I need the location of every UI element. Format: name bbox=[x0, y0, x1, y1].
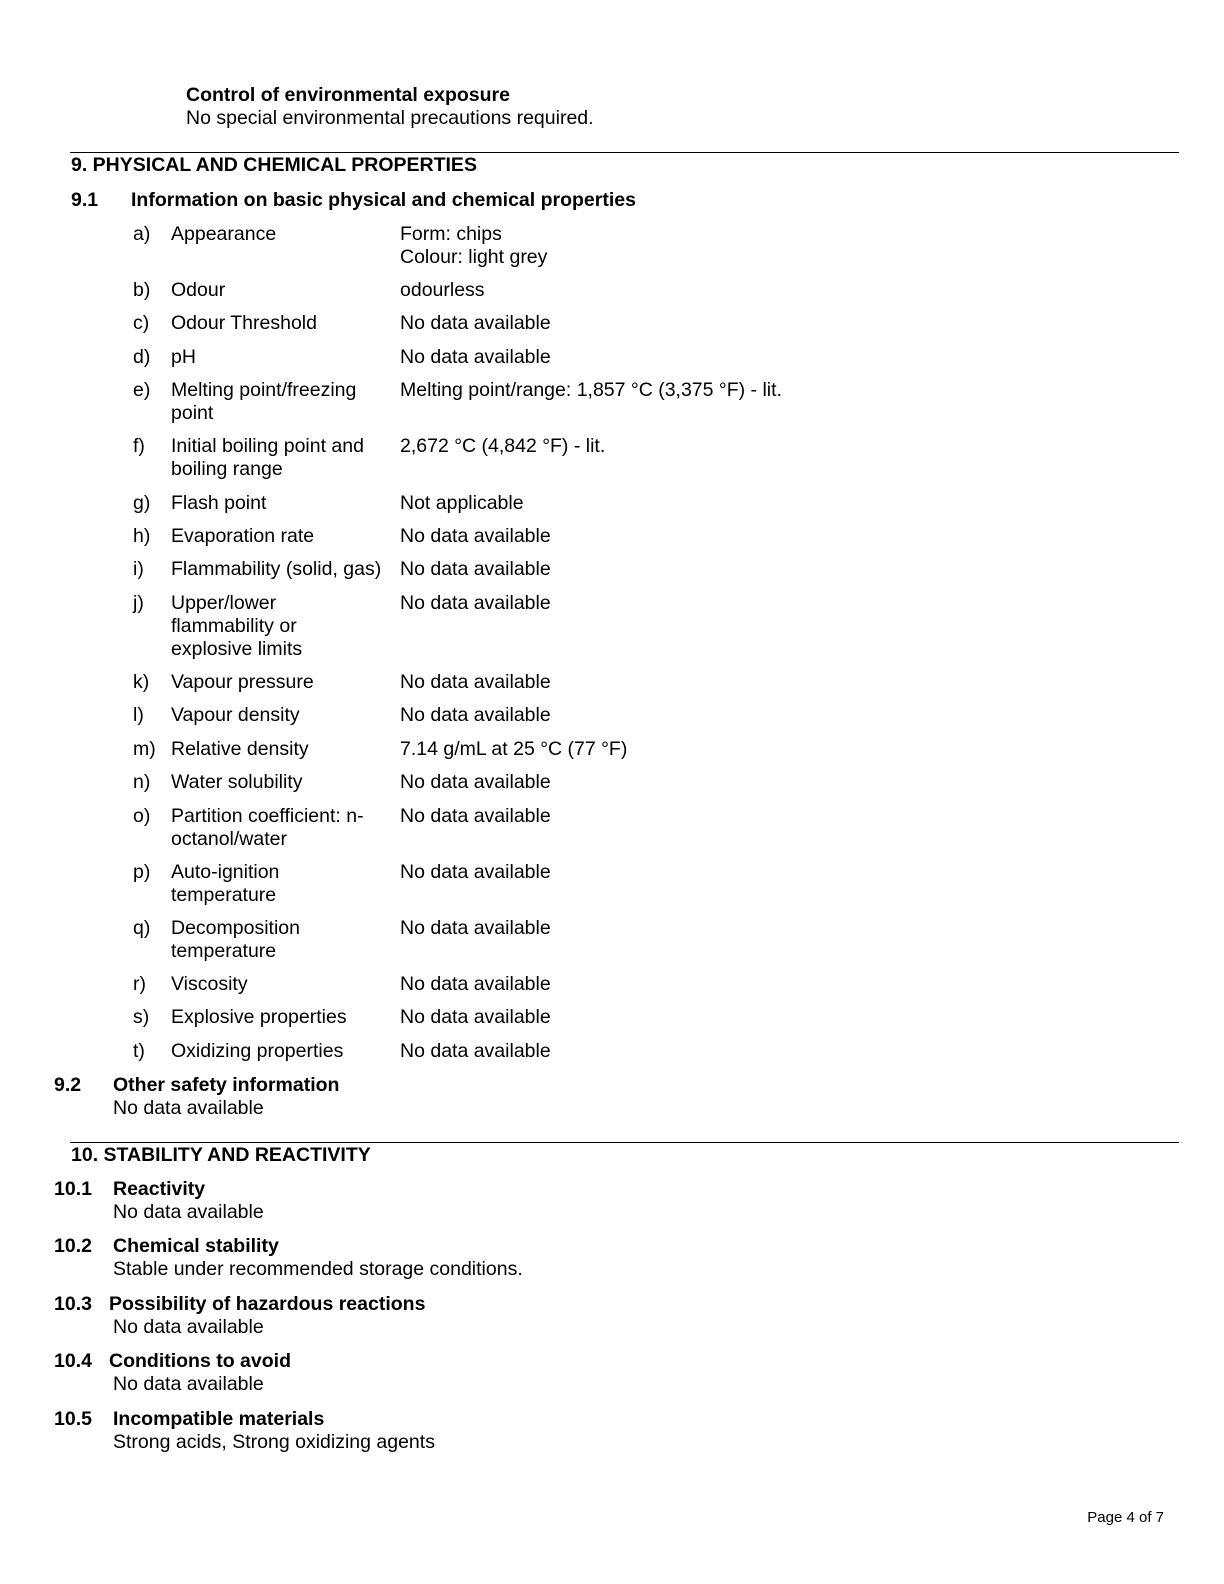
property-letter: g) bbox=[133, 492, 151, 514]
env-exposure-text: No special environmental precautions required. bbox=[186, 107, 594, 129]
property-value: No data available bbox=[400, 1006, 551, 1028]
property-name: temperature bbox=[171, 940, 277, 962]
property-name: Vapour density bbox=[171, 704, 300, 726]
property-name: flammability or bbox=[171, 615, 297, 637]
property-name: Odour bbox=[171, 279, 226, 301]
property-value: No data available bbox=[400, 704, 551, 726]
subsection-10-2-number: 10.2 bbox=[54, 1235, 92, 1257]
property-value: No data available bbox=[400, 525, 551, 547]
page-number: Page 4 of 7 bbox=[1087, 1509, 1164, 1526]
property-letter: b) bbox=[133, 279, 151, 301]
subsection-10-2-text: Stable under recommended storage conditions. bbox=[113, 1258, 523, 1280]
property-name: Odour Threshold bbox=[171, 312, 317, 334]
property-value: 2,672 °C (4,842 °F) - lit. bbox=[400, 435, 606, 457]
property-value: Form: chips bbox=[400, 223, 502, 245]
subsection-10-1-title: Reactivity bbox=[113, 1178, 206, 1200]
property-name: Viscosity bbox=[171, 973, 248, 995]
property-name: Upper/lower bbox=[171, 592, 277, 614]
property-value: No data available bbox=[400, 671, 551, 693]
property-value: No data available bbox=[400, 558, 551, 580]
property-name: Flammability (solid, gas) bbox=[171, 558, 382, 580]
subsection-10-2-title: Chemical stability bbox=[113, 1235, 279, 1257]
property-value: Not applicable bbox=[400, 492, 524, 514]
property-name: Decomposition bbox=[171, 917, 300, 939]
section-10-title: 10. STABILITY AND REACTIVITY bbox=[71, 1144, 371, 1166]
property-letter: i) bbox=[133, 558, 144, 580]
property-value: odourless bbox=[400, 279, 485, 301]
property-letter: s) bbox=[133, 1006, 150, 1028]
subsection-10-4-number: 10.4 bbox=[54, 1350, 92, 1372]
property-name: Partition coefficient: n- bbox=[171, 805, 364, 827]
property-name: pH bbox=[171, 346, 196, 368]
property-name: Relative density bbox=[171, 738, 309, 760]
property-name: Explosive properties bbox=[171, 1006, 347, 1028]
property-name: Vapour pressure bbox=[171, 671, 314, 693]
property-letter: d) bbox=[133, 346, 151, 368]
subsection-10-1-text: No data available bbox=[113, 1201, 264, 1223]
property-letter: h) bbox=[133, 525, 151, 547]
property-letter: n) bbox=[133, 771, 151, 793]
property-value: Melting point/range: 1,857 °C (3,375 °F) - lit. bbox=[400, 379, 782, 401]
property-name: point bbox=[171, 402, 214, 424]
subsection-10-3-text: No data available bbox=[113, 1316, 264, 1338]
subsection-10-1-number: 10.1 bbox=[54, 1178, 92, 1200]
subsection-10-5-number: 10.5 bbox=[54, 1408, 92, 1430]
property-value: No data available bbox=[400, 1040, 551, 1062]
property-letter: l) bbox=[133, 704, 144, 726]
property-name: Initial boiling point and bbox=[171, 435, 364, 457]
property-letter: q) bbox=[133, 917, 151, 939]
section-9-title: 9. PHYSICAL AND CHEMICAL PROPERTIES bbox=[71, 154, 477, 176]
property-value: No data available bbox=[400, 346, 551, 368]
property-letter: r) bbox=[133, 973, 146, 995]
property-letter: a) bbox=[133, 223, 151, 245]
property-value: No data available bbox=[400, 805, 551, 827]
property-value: No data available bbox=[400, 973, 551, 995]
property-name: Oxidizing properties bbox=[171, 1040, 344, 1062]
subsection-10-5-text: Strong acids, Strong oxidizing agents bbox=[113, 1431, 435, 1453]
subsection-10-4-text: No data available bbox=[113, 1373, 264, 1395]
property-letter: m) bbox=[133, 738, 156, 760]
property-name: Appearance bbox=[171, 223, 277, 245]
property-name: Melting point/freezing bbox=[171, 379, 357, 401]
subsection-10-3-number: 10.3 bbox=[54, 1293, 92, 1315]
property-letter: p) bbox=[133, 861, 151, 883]
subsection-10-5-title: Incompatible materials bbox=[113, 1408, 325, 1430]
section-divider bbox=[70, 152, 1179, 153]
property-letter: o) bbox=[133, 805, 151, 827]
section-divider bbox=[70, 1142, 1179, 1143]
property-letter: j) bbox=[133, 592, 144, 614]
subsection-9-2-number: 9.2 bbox=[54, 1074, 82, 1096]
property-name: temperature bbox=[171, 884, 277, 906]
property-letter: c) bbox=[133, 312, 150, 334]
property-name: Flash point bbox=[171, 492, 267, 514]
property-name: Water solubility bbox=[171, 771, 303, 793]
property-value: No data available bbox=[400, 917, 551, 939]
property-letter: k) bbox=[133, 671, 150, 693]
property-value: No data available bbox=[400, 592, 551, 614]
property-name: explosive limits bbox=[171, 638, 303, 660]
property-name: boiling range bbox=[171, 458, 283, 480]
env-exposure-heading: Control of environmental exposure bbox=[186, 84, 510, 106]
property-value: Colour: light grey bbox=[400, 246, 548, 268]
property-name: Evaporation rate bbox=[171, 525, 315, 547]
property-value: No data available bbox=[400, 771, 551, 793]
subsection-9-2-title: Other safety information bbox=[113, 1074, 340, 1096]
property-name: octanol/water bbox=[171, 828, 287, 850]
subsection-10-4-title: Conditions to avoid bbox=[109, 1350, 291, 1372]
property-value: No data available bbox=[400, 861, 551, 883]
subsection-9-1-title: Information on basic physical and chemical properties bbox=[131, 189, 636, 211]
property-letter: t) bbox=[133, 1040, 145, 1062]
subsection-10-3-title: Possibility of hazardous reactions bbox=[109, 1293, 426, 1315]
property-value: 7.14 g/mL at 25 °C (77 °F) bbox=[400, 738, 628, 760]
property-value: No data available bbox=[400, 312, 551, 334]
property-name: Auto-ignition bbox=[171, 861, 280, 883]
property-letter: e) bbox=[133, 379, 151, 401]
property-letter: f) bbox=[133, 435, 145, 457]
subsection-9-1-number: 9.1 bbox=[71, 189, 99, 211]
subsection-9-2-text: No data available bbox=[113, 1097, 264, 1119]
